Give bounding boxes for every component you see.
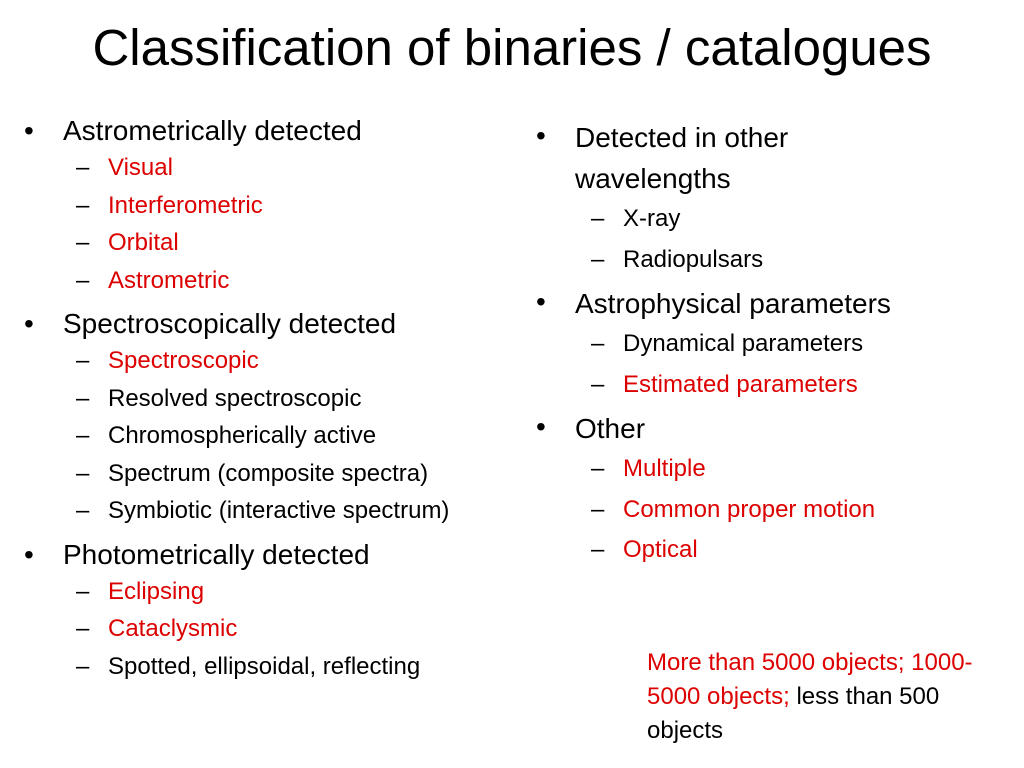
dash-icon: – [591,536,605,563]
sub-item-radiopulsars [575,240,1006,281]
legend-note-red-text: More than 5000 objects; 1000-5000 objects; [647,649,973,710]
sub-item-label: Common proper motion [623,495,876,523]
sub-item-label: Resolved spectroscopic [108,384,362,412]
bullet-detected-in-other-wavelengths [536,117,1006,280]
sub-item-label: Visual [108,154,173,181]
sub-list [575,449,1006,571]
dash-icon: – [76,154,90,181]
dash-icon: – [591,330,605,357]
legend-note-black-text: less than 500 objects [647,683,940,744]
bullet-dot-icon: • [536,411,546,442]
sub-item-label: X-ray [623,205,681,232]
sub-item-dynamical-parameters [575,324,1006,365]
sub-list [575,324,1006,405]
sub-item-label: Estimated parameters [623,370,858,398]
dash-icon: – [76,577,90,605]
sub-item-label: Optical [623,536,698,563]
left-column-list [24,112,524,685]
dash-icon: – [76,229,90,256]
bullet-spectroscopically-detected [24,305,524,530]
sub-item-eclipsing [63,573,524,611]
sub-item-visual [63,149,524,187]
dash-icon: – [591,495,605,523]
sub-item-optical [575,530,1006,571]
dash-icon: – [591,455,605,482]
sub-item-label: Cataclysmic [108,615,238,642]
dash-icon: – [76,422,90,449]
sub-list [575,199,1006,280]
sub-item-chromospherically-active [63,417,524,455]
sub-item-cataclysmic [63,610,524,648]
sub-item-spotted-ellipsoidal-reflecting [63,648,524,686]
sub-item-label: Chromospherically active [108,422,377,449]
sub-item-interferometric [63,187,524,225]
bullet-dot-icon: • [536,120,546,151]
bullet-label-line: Astrophysical parameters [575,288,891,319]
dash-icon: – [76,191,90,219]
sub-item-label: Spectrum (composite spectra) [108,459,429,487]
bullet-dot-icon: • [24,308,34,339]
bullet-astrometrically-detected [24,112,524,299]
sub-item-label: Eclipsing [108,577,205,605]
dash-icon: – [76,266,90,294]
bullet-other [536,408,1006,571]
bullet-photometrically-detected [24,536,524,686]
dash-icon: – [76,652,90,680]
sub-item-label: Spectroscopic [108,347,259,374]
sub-item-orbital [63,224,524,262]
bullet-label: Astrometrically detected [63,115,362,146]
bullet-label-line: Other [575,413,646,444]
sub-list [63,573,524,686]
sub-item-astrometric [63,262,524,300]
sub-item-label: Astrometric [108,266,230,294]
sub-item-label: Orbital [108,229,179,256]
sub-item-label: Dynamical parameters [623,330,864,357]
sub-item-common-proper-motion [575,490,1006,531]
dash-icon: – [76,497,90,524]
sub-item-spectrum-composite-spectra [63,455,524,493]
dash-icon: – [76,384,90,412]
right-column-list [536,114,1006,571]
bullet-label-line: Detected in other [575,122,789,153]
dash-icon: – [76,615,90,642]
sub-item-estimated-parameters [575,365,1006,406]
bullet-dot-icon: • [24,115,34,146]
bullet-label: Photometrically detected [63,538,370,570]
dash-icon: – [76,459,90,487]
sub-list [63,149,524,299]
sub-item-label: Symbiotic (interactive spectrum) [108,497,450,524]
sub-item-label: Multiple [623,455,706,482]
slide-title: Classification of binaries / catalogues [92,19,932,76]
dash-icon: – [76,347,90,374]
dash-icon: – [591,245,605,273]
sub-item-x-ray [575,199,1006,240]
sub-item-multiple [575,449,1006,490]
sub-item-label: Spotted, ellipsoidal, reflecting [108,652,421,680]
sub-item-label: Interferometric [108,191,263,219]
dash-icon: – [591,370,605,398]
dash-icon: – [591,205,605,232]
sub-list [63,342,524,530]
bullet-label-line: wavelengths [575,163,731,194]
bullet-label: Spectroscopically detected [63,308,397,339]
sub-item-symbiotic-interactive-spectrum [63,492,524,530]
bullet-dot-icon: • [24,538,34,570]
legend-note [647,646,977,748]
sub-item-resolved-spectroscopic [63,380,524,418]
bullet-dot-icon: • [536,286,546,317]
sub-item-spectroscopic [63,342,524,380]
sub-item-label: Radiopulsars [623,245,764,273]
bullet-astrophysical-parameters [536,283,1006,405]
